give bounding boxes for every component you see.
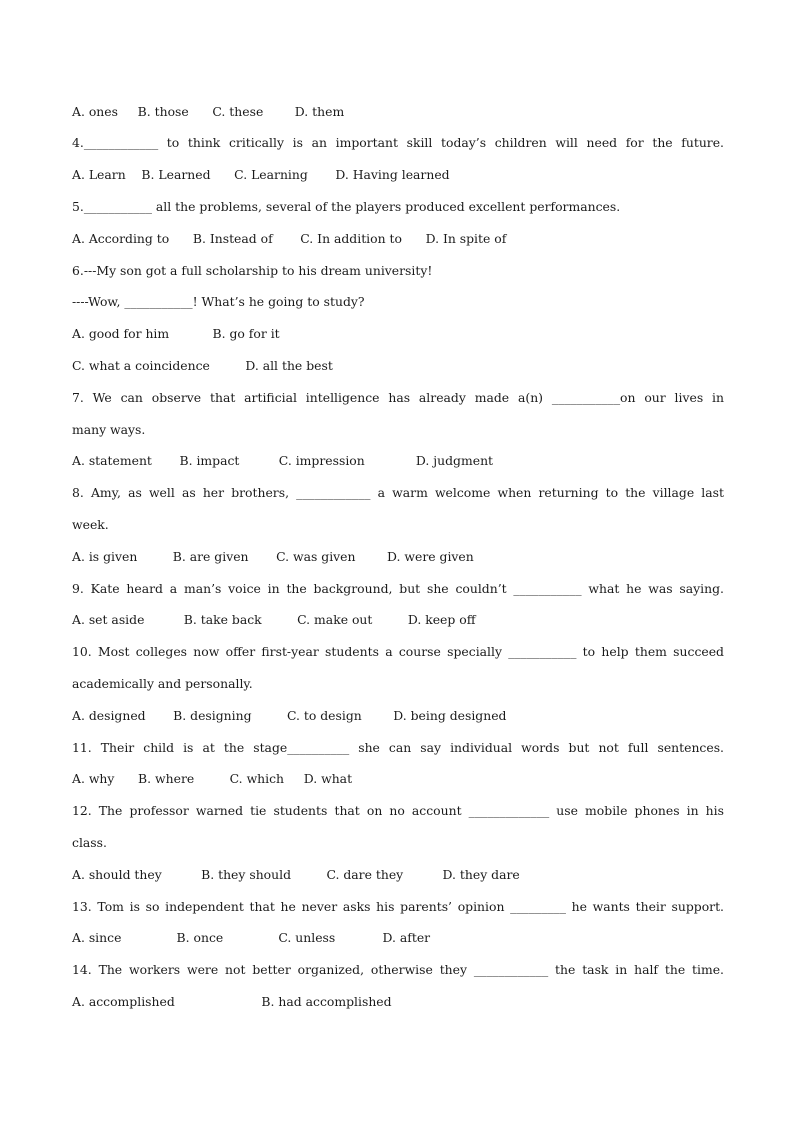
question-text-line: 7. We can observe that artificial intelligence has already made a(n) ___________on our lives in [72,390,724,405]
answer-options-line: A. since B. once C. unless D. after [72,930,431,945]
answer-options-line: A. Learn B. Learned C. Learning D. Having learned [72,167,450,182]
answer-options-line: A. set aside B. take back C. make out D. keep off [72,612,476,627]
question-text-line: week. [72,517,109,532]
answer-options-line: A. good for him B. go for it [72,326,280,341]
question-text-line: 8. Amy, as well as her brothers, ____________ a warm welcome when returning to the village last [72,485,724,500]
question-text-line: 13. Tom is so independent that he never asks his parents’ opinion _________ he wants their support. [72,899,724,914]
question-text-line: 9. Kate heard a man’s voice in the background, but she couldn’t ___________ what he was saying. [72,581,724,596]
question-text-line: 4.____________ to think critically is an important skill today’s children will need for the future. [72,135,724,150]
question-text-line: many ways. [72,422,146,437]
question-text-line: 11. Their child is at the stage__________ she can say individual words but not full sentences. [72,740,724,755]
answer-options-line: A. why B. where C. which D. what [72,771,353,786]
question-text-line: ----Wow, ___________! What’s he going to study? [72,294,365,309]
question-text-line: 10. Most colleges now offer first-year students a course specially ___________ to help them succeed [72,644,724,659]
question-text-line: 6.---My son got a full scholarship to his dream university! [72,263,433,278]
question-text-line: 5.___________ all the problems, several of the players produced excellent performances. [72,199,621,214]
answer-options-line: A. should they B. they should C. dare they D. they dare [72,867,520,882]
question-text-line: class. [72,835,107,850]
answer-options-line: A. accomplished B. had accomplished [72,994,392,1009]
answer-options-line: A. statement B. impact C. impression D. judgment [72,453,494,468]
answer-options-line: A. According to B. Instead of C. In addition to D. In spite of [72,231,507,246]
question-text-line: academically and personally. [72,676,253,691]
question-text-line: 14. The workers were not better organized, otherwise they ____________ the task in half the time. [72,962,724,977]
answer-options-line: C. what a coincidence D. all the best [72,358,333,373]
question-text-line: 12. The professor warned tie students that on no account _____________ use mobile phones in his [72,803,724,818]
answer-options-line: A. ones B. those C. these D. them [72,104,345,119]
answer-options-line: A. designed B. designing C. to design D. being designed [72,708,507,723]
answer-options-line: A. is given B. are given C. was given D. were given [72,549,474,564]
